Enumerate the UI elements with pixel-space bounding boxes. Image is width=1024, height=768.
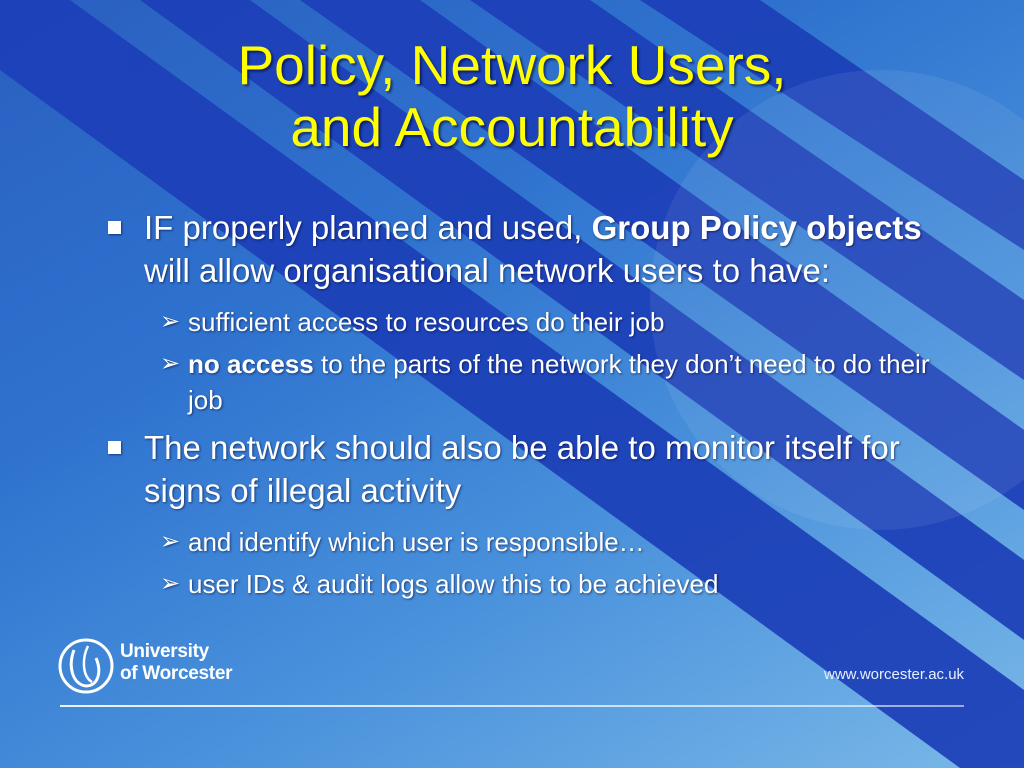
university-logo-text <box>120 641 232 685</box>
bullet-2-text: The network should also be able to monitor itself for signs of illegal activity <box>144 429 900 509</box>
sub-bullet-1-2-text: to the parts of the network they don’t need to do their job <box>188 349 930 415</box>
bullet-1-text-b: will allow organisational network users to have: <box>144 252 831 289</box>
arrow-bullet-icon: ➢ <box>160 570 181 597</box>
title-line-1: Policy, Network Users, <box>237 34 787 96</box>
sub-bullet-2-2-text: user IDs & audit logs allow this to be achieved <box>188 569 719 599</box>
bullet-1-text-a: IF properly planned and used, <box>144 209 592 246</box>
title-line-2: and Accountability <box>290 96 734 158</box>
arrow-bullet-icon: ➢ <box>160 350 181 377</box>
bullet-1-bold: Group Policy objects <box>591 209 922 246</box>
arrow-bullet-icon: ➢ <box>160 308 181 335</box>
slide-body <box>100 206 940 610</box>
square-bullet-icon <box>108 441 121 454</box>
sub-bullet-2-1 <box>100 524 940 560</box>
sub-bullet-1-1 <box>100 304 940 340</box>
logo-line-2: of Worcester <box>120 663 233 684</box>
square-bullet-icon <box>108 221 121 234</box>
sub-bullet-1-1-text: sufficient access to resources do their job <box>188 307 665 337</box>
arrow-bullet-icon: ➢ <box>160 528 181 555</box>
sub-bullet-1-2 <box>100 346 940 418</box>
footer-divider <box>60 705 964 707</box>
slide-title <box>0 34 1024 158</box>
footer-url: www.worcester.ac.uk <box>824 666 965 683</box>
bullet-1 <box>100 206 940 292</box>
bullet-2 <box>100 426 940 512</box>
sub-bullet-2-1-text: and identify which user is responsible… <box>188 527 645 557</box>
logo-line-1: University <box>120 641 209 662</box>
sub-bullet-2-2 <box>100 566 940 602</box>
sub-bullet-1-2-bold: no access <box>188 349 314 379</box>
